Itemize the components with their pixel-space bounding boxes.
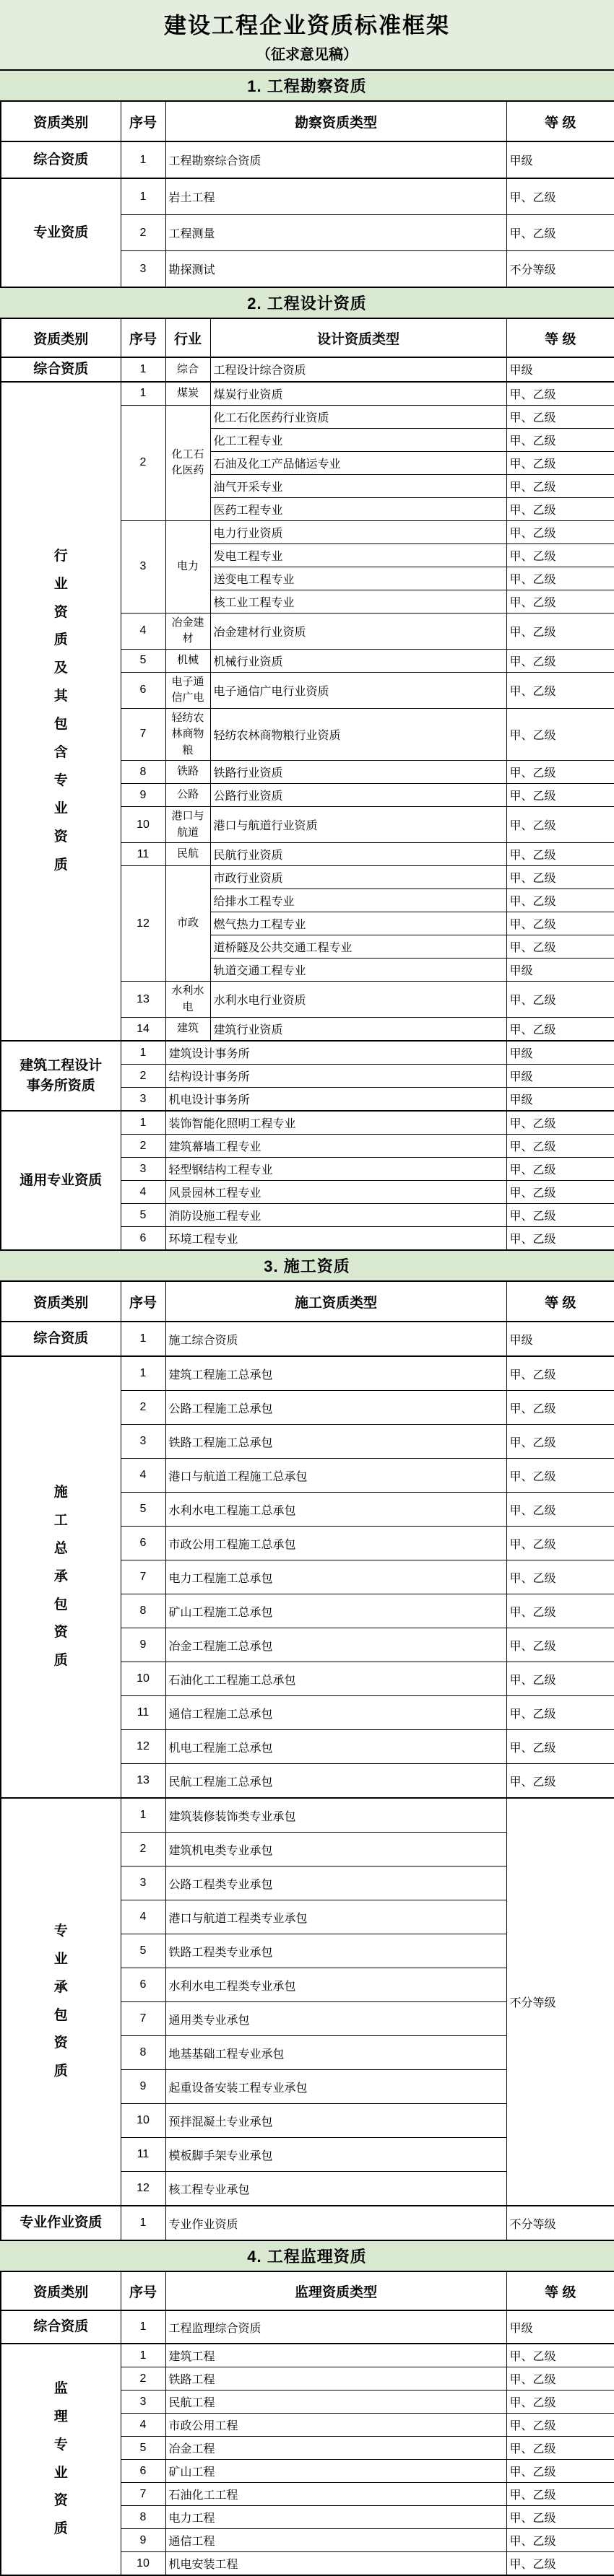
grade-value: 甲、乙级 (506, 1560, 614, 1594)
qualification-type: 化工工程专业 (210, 428, 506, 451)
row-number: 8 (121, 2036, 165, 2070)
qualification-type: 港口与航道工程施工总承包 (165, 1459, 506, 1493)
qualification-type: 电子通信广电行业资质 (210, 672, 506, 708)
category-label: 专业作业资质 (20, 2215, 103, 2231)
grade-value: 甲、乙级 (506, 1594, 614, 1628)
qualification-type: 港口与航道行业资质 (210, 807, 506, 843)
qualification-type: 建筑设计事务所 (165, 1041, 506, 1065)
grade-value: 甲、乙级 (506, 889, 614, 912)
row-number: 7 (121, 1560, 165, 1594)
qualification-type: 市政公用工程施工总承包 (165, 1527, 506, 1560)
grade-value: 甲、乙级 (506, 866, 614, 889)
qualification-type: 建筑机电类专业承包 (165, 1833, 506, 1866)
grade-value: 甲、乙级 (506, 843, 614, 866)
grade-value: 甲、乙级 (506, 382, 614, 406)
qualification-type: 燃气热力工程专业 (210, 912, 506, 935)
qualification-type: 铁路工程类专业承包 (165, 1934, 506, 1968)
qualification-type: 公路行业资质 (210, 784, 506, 807)
col-header-no: 序号 (121, 1281, 165, 1322)
table-row (1, 1041, 614, 1065)
row-number: 12 (121, 2172, 165, 2206)
table-row (1, 178, 614, 215)
industry-label: 综合 (165, 357, 210, 382)
qualification-type: 发电工程专业 (210, 543, 506, 567)
table-row (1, 1322, 614, 1356)
grade-value: 甲、乙级 (506, 1493, 614, 1527)
col-header-grade: 等 级 (506, 1281, 614, 1322)
qualification-type: 模板脚手架专业承包 (165, 2138, 506, 2172)
grade-value: 甲、乙级 (506, 672, 614, 708)
qualification-type: 冶金工程 (165, 2437, 506, 2460)
section-table-3 (0, 1280, 614, 2241)
row-number: 4 (121, 1459, 165, 1493)
grade-value: 甲级 (506, 2310, 614, 2344)
grade-value: 甲、乙级 (506, 567, 614, 590)
section-heading-4: 4. 工程监理资质 (0, 2241, 614, 2271)
row-number: 8 (121, 1594, 165, 1628)
qualification-type: 建筑工程 (165, 2344, 506, 2367)
row-number: 1 (121, 2310, 165, 2344)
title-block (0, 0, 614, 71)
row-number: 3 (121, 2391, 165, 2414)
row-number: 3 (121, 251, 165, 288)
qualification-type: 市政公用工程 (165, 2414, 506, 2437)
header-row (1, 101, 614, 141)
grade-value: 甲、乙级 (506, 590, 614, 613)
row-number: 2 (121, 1135, 165, 1158)
qualification-type: 电力工程施工总承包 (165, 1560, 506, 1594)
section-heading-1: 1. 工程勘察资质 (0, 71, 614, 100)
grade-value: 甲级 (506, 1322, 614, 1356)
row-number: 6 (121, 2460, 165, 2483)
col-header-no: 序号 (121, 2271, 165, 2310)
row-number: 13 (121, 1764, 165, 1799)
qualification-type: 岩土工程 (165, 178, 506, 215)
qualification-type: 风景园林工程专业 (165, 1181, 506, 1204)
industry-label: 化工石化医药 (165, 405, 210, 520)
grade-value: 甲、乙级 (506, 520, 614, 543)
table-row (1, 1111, 614, 1135)
qualification-type: 建筑行业资质 (210, 1018, 506, 1042)
section-heading-3: 3. 施工资质 (0, 1251, 614, 1280)
row-number: 9 (121, 1628, 165, 1662)
qualification-type: 机电工程施工总承包 (165, 1730, 506, 1764)
category-label: 专业承包资质 (53, 1923, 68, 2079)
row-number: 2 (121, 405, 165, 520)
row-number: 9 (121, 784, 165, 807)
industry-label: 轻纺农林商物粮 (165, 708, 210, 761)
qualification-type: 铁路工程施工总承包 (165, 1425, 506, 1459)
industry-label: 电子通信广电 (165, 672, 210, 708)
col-header-industry: 行业 (165, 318, 210, 357)
qualification-type: 石油及化工产品储运专业 (210, 451, 506, 474)
grade-value: 甲级 (506, 959, 614, 982)
category-cell (1, 1798, 121, 2206)
grade-value: 甲、乙级 (506, 2391, 614, 2414)
row-number: 10 (121, 1662, 165, 1696)
qualification-type: 通信工程施工总承包 (165, 1696, 506, 1730)
col-header-grade: 等 级 (506, 101, 614, 141)
qualification-type: 消防设施工程专业 (165, 1204, 506, 1227)
grade-value: 甲、乙级 (506, 1527, 614, 1560)
row-number: 1 (121, 2344, 165, 2367)
row-number: 10 (121, 2104, 165, 2138)
qualification-type: 预拌混凝土专业承包 (165, 2104, 506, 2138)
grade-value: 甲、乙级 (506, 2552, 614, 2576)
row-number: 1 (121, 1322, 165, 1356)
qualification-type: 民航工程 (165, 2391, 506, 2414)
industry-label: 冶金建材 (165, 613, 210, 649)
grade-value: 甲级 (506, 1065, 614, 1088)
qualification-type: 石油化工工程施工总承包 (165, 1662, 506, 1696)
row-number: 1 (121, 1356, 165, 1391)
category-cell (1, 2310, 121, 2344)
qualification-type: 市政行业资质 (210, 866, 506, 889)
row-number: 3 (121, 1425, 165, 1459)
table-row (1, 382, 614, 406)
row-number: 10 (121, 807, 165, 843)
grade-value: 甲级 (506, 357, 614, 382)
qualification-type: 核工程专业承包 (165, 2172, 506, 2206)
row-number: 9 (121, 2529, 165, 2552)
qualification-type: 公路工程施工总承包 (165, 1391, 506, 1425)
row-number: 11 (121, 1696, 165, 1730)
section-table-2 (0, 318, 614, 1251)
row-number: 6 (121, 1968, 165, 2002)
qualification-type: 医药工程专业 (210, 497, 506, 520)
category-label: 通用专业资质 (20, 1172, 103, 1188)
row-number: 2 (121, 1391, 165, 1425)
col-header-type: 监理资质类型 (165, 2271, 506, 2310)
table-row (1, 2206, 614, 2240)
col-header-no: 序号 (121, 318, 165, 357)
grade-value: 甲级 (506, 1041, 614, 1065)
row-number: 1 (121, 357, 165, 382)
qualification-type: 核工业工程专业 (210, 590, 506, 613)
qualification-type: 铁路工程 (165, 2367, 506, 2391)
grade-value: 甲、乙级 (506, 1111, 614, 1135)
qualification-type: 水利水电行业资质 (210, 982, 506, 1018)
qualification-type: 通用类专业承包 (165, 2002, 506, 2036)
grade-value: 甲、乙级 (506, 2437, 614, 2460)
qualification-type: 公路工程类专业承包 (165, 1866, 506, 1900)
row-number: 8 (121, 2506, 165, 2529)
grade-value: 甲、乙级 (506, 649, 614, 672)
grade-value: 甲、乙级 (506, 982, 614, 1018)
col-header-category: 资质类别 (1, 2271, 121, 2310)
grade-value: 甲、乙级 (506, 708, 614, 761)
row-number: 12 (121, 866, 165, 982)
col-header-type: 勘察资质类型 (165, 101, 506, 141)
qualification-type: 送变电工程专业 (210, 567, 506, 590)
grade-value: 甲、乙级 (506, 2414, 614, 2437)
qualification-type: 专业作业资质 (165, 2206, 506, 2240)
industry-label: 电力 (165, 520, 210, 613)
row-number: 5 (121, 1934, 165, 1968)
grade-value: 甲、乙级 (506, 2483, 614, 2506)
grade-value: 不分等级 (506, 1798, 614, 2206)
header-row (1, 318, 614, 357)
row-number: 9 (121, 2070, 165, 2104)
grade-value: 甲、乙级 (506, 935, 614, 959)
qualification-type: 水利水电工程施工总承包 (165, 1493, 506, 1527)
row-number: 7 (121, 708, 165, 761)
qualification-type: 通信工程 (165, 2529, 506, 2552)
category-label: 综合资质 (33, 362, 89, 377)
row-number: 5 (121, 2437, 165, 2460)
row-number: 3 (121, 1158, 165, 1181)
qualification-type: 电力工程 (165, 2506, 506, 2529)
table-row (1, 357, 614, 382)
col-header-no: 序号 (121, 101, 165, 141)
category-cell (1, 1322, 121, 1356)
row-number: 6 (121, 1527, 165, 1560)
qualification-type: 地基基础工程专业承包 (165, 2036, 506, 2070)
row-number: 5 (121, 649, 165, 672)
qualification-type: 油气开采专业 (210, 474, 506, 497)
grade-value: 甲、乙级 (506, 2460, 614, 2483)
grade-value: 甲、乙级 (506, 215, 614, 251)
page-subtitle: （征求意见稿） (256, 47, 358, 63)
qualification-type: 工程设计综合资质 (210, 357, 506, 382)
qualification-type: 民航行业资质 (210, 843, 506, 866)
category-label: 专业资质 (33, 224, 89, 240)
row-number: 7 (121, 2483, 165, 2506)
section-heading-2: 2. 工程设计资质 (0, 288, 614, 318)
row-number: 7 (121, 2002, 165, 2036)
grade-value: 甲、乙级 (506, 761, 614, 784)
industry-label: 水利水电 (165, 982, 210, 1018)
category-cell (1, 1111, 121, 1250)
qualification-type: 施工综合资质 (165, 1322, 506, 1356)
row-number: 2 (121, 1833, 165, 1866)
row-number: 4 (121, 1900, 165, 1934)
grade-value: 甲、乙级 (506, 1204, 614, 1227)
row-number: 2 (121, 2367, 165, 2391)
qualification-type: 道桥隧及公共交通工程专业 (210, 935, 506, 959)
qualification-type: 工程监理综合资质 (165, 2310, 506, 2344)
qualification-type: 建筑工程施工总承包 (165, 1356, 506, 1391)
row-number: 1 (121, 1111, 165, 1135)
qualification-type: 给排水工程专业 (210, 889, 506, 912)
qualification-table-root (0, 71, 614, 2576)
qualification-type: 起重设备安装工程专业承包 (165, 2070, 506, 2104)
grade-value: 甲、乙级 (506, 784, 614, 807)
qualification-type: 轻纺农林商物粮行业资质 (210, 708, 506, 761)
qualification-type: 环境工程专业 (165, 1227, 506, 1251)
row-number: 5 (121, 1493, 165, 1527)
row-number: 11 (121, 2138, 165, 2172)
grade-value: 甲、乙级 (506, 613, 614, 649)
row-number: 6 (121, 1227, 165, 1251)
category-label: 施工总承包资质 (53, 1484, 68, 1669)
row-number: 12 (121, 1730, 165, 1764)
qualification-type: 矿山工程 (165, 2460, 506, 2483)
grade-value: 甲、乙级 (506, 912, 614, 935)
grade-value: 甲、乙级 (506, 2506, 614, 2529)
grade-value: 甲、乙级 (506, 497, 614, 520)
qualification-type: 建筑幕墙工程专业 (165, 1135, 506, 1158)
grade-value: 甲、乙级 (506, 1227, 614, 1251)
grade-value: 甲、乙级 (506, 1628, 614, 1662)
page-title: 建设工程企业资质标准框架 (164, 13, 450, 38)
header-row (1, 2271, 614, 2310)
grade-value: 不分等级 (506, 2206, 614, 2240)
qualification-type: 轻型钢结构工程专业 (165, 1158, 506, 1181)
row-number: 13 (121, 982, 165, 1018)
col-header-grade: 等 级 (506, 318, 614, 357)
qualification-type: 机电设计事务所 (165, 1088, 506, 1112)
qualification-type: 石油化工工程 (165, 2483, 506, 2506)
qualification-type: 建筑装修装饰类专业承包 (165, 1798, 506, 1833)
qualification-type: 机电安装工程 (165, 2552, 506, 2576)
row-number: 1 (121, 1041, 165, 1065)
grade-value: 甲、乙级 (506, 405, 614, 428)
qualification-type: 水利水电工程类专业承包 (165, 1968, 506, 2002)
qualification-type: 矿山工程施工总承包 (165, 1594, 506, 1628)
category-label: 综合资质 (33, 152, 89, 167)
category-label: 行业资质及其包含专业资质 (53, 548, 68, 873)
category-label: 建筑工程设计事务所资质 (20, 1058, 103, 1093)
row-number: 3 (121, 1088, 165, 1112)
grade-value: 甲、乙级 (506, 1158, 614, 1181)
grade-value: 甲、乙级 (506, 1181, 614, 1204)
category-cell (1, 2344, 121, 2575)
grade-value: 甲、乙级 (506, 2529, 614, 2552)
qualification-type: 装饰智能化照明工程专业 (165, 1111, 506, 1135)
col-header-category: 资质类别 (1, 318, 121, 357)
category-cell (1, 178, 121, 287)
row-number: 4 (121, 2414, 165, 2437)
row-number: 14 (121, 1018, 165, 1042)
grade-value: 甲、乙级 (506, 1730, 614, 1764)
row-number: 2 (121, 215, 165, 251)
row-number: 4 (121, 1181, 165, 1204)
row-number: 1 (121, 382, 165, 406)
industry-label: 市政 (165, 866, 210, 982)
qualification-type: 工程勘察综合资质 (165, 141, 506, 178)
qualification-type: 冶金建材行业资质 (210, 613, 506, 649)
qualification-type: 民航工程施工总承包 (165, 1764, 506, 1799)
row-number: 3 (121, 1866, 165, 1900)
grade-value: 甲、乙级 (506, 2367, 614, 2391)
table-row (1, 1356, 614, 1391)
section-table-4 (0, 2271, 614, 2576)
row-number: 3 (121, 520, 165, 613)
col-header-grade: 等 级 (506, 2271, 614, 2310)
industry-label: 港口与航道 (165, 807, 210, 843)
category-label: 综合资质 (33, 2319, 89, 2335)
qualification-type: 电力行业资质 (210, 520, 506, 543)
qualification-type: 结构设计事务所 (165, 1065, 506, 1088)
section-table-1 (0, 100, 614, 288)
category-cell (1, 2206, 121, 2240)
category-label: 监理专业资质 (53, 2380, 68, 2537)
industry-label: 煤炭 (165, 382, 210, 406)
grade-value: 甲、乙级 (506, 1696, 614, 1730)
row-number: 4 (121, 613, 165, 649)
qualification-type: 工程测量 (165, 215, 506, 251)
category-cell (1, 1041, 121, 1111)
grade-value: 甲、乙级 (506, 1135, 614, 1158)
row-number: 1 (121, 178, 165, 215)
category-cell (1, 1356, 121, 1798)
row-number: 1 (121, 2206, 165, 2240)
row-number: 1 (121, 141, 165, 178)
industry-label: 公路 (165, 784, 210, 807)
qualification-type: 机械行业资质 (210, 649, 506, 672)
grade-value: 甲、乙级 (506, 1391, 614, 1425)
grade-value: 甲、乙级 (506, 543, 614, 567)
grade-value: 甲、乙级 (506, 474, 614, 497)
grade-value: 甲、乙级 (506, 451, 614, 474)
grade-value: 甲、乙级 (506, 807, 614, 843)
grade-value: 甲、乙级 (506, 1662, 614, 1696)
qualification-type: 勘探测试 (165, 251, 506, 288)
table-row (1, 141, 614, 178)
col-header-type: 施工资质类型 (165, 1281, 506, 1322)
row-number: 1 (121, 1798, 165, 1833)
qualification-type: 铁路行业资质 (210, 761, 506, 784)
grade-value: 甲、乙级 (506, 1356, 614, 1391)
category-cell (1, 357, 121, 382)
industry-label: 机械 (165, 649, 210, 672)
row-number: 2 (121, 1065, 165, 1088)
qualification-type: 煤炭行业资质 (210, 382, 506, 406)
qualification-type: 化工石化医药行业资质 (210, 405, 506, 428)
industry-label: 建筑 (165, 1018, 210, 1042)
table-row (1, 1798, 614, 1833)
row-number: 5 (121, 1204, 165, 1227)
grade-value: 甲、乙级 (506, 1764, 614, 1799)
category-label: 综合资质 (33, 1331, 89, 1347)
qualification-type: 轨道交通工程专业 (210, 959, 506, 982)
category-cell (1, 382, 121, 1042)
grade-value: 甲、乙级 (506, 1459, 614, 1493)
col-header-type: 设计资质类型 (210, 318, 506, 357)
grade-value: 甲、乙级 (506, 1425, 614, 1459)
qualification-type: 冶金工程施工总承包 (165, 1628, 506, 1662)
grade-value: 甲、乙级 (506, 2344, 614, 2367)
grade-value: 甲、乙级 (506, 1018, 614, 1042)
col-header-category: 资质类别 (1, 101, 121, 141)
grade-value: 甲、乙级 (506, 428, 614, 451)
grade-value: 甲、乙级 (506, 178, 614, 215)
qualification-type: 港口与航道工程类专业承包 (165, 1900, 506, 1934)
table-row (1, 2310, 614, 2344)
row-number: 11 (121, 843, 165, 866)
row-number: 6 (121, 672, 165, 708)
row-number: 8 (121, 761, 165, 784)
category-cell (1, 141, 121, 178)
grade-value: 甲级 (506, 1088, 614, 1112)
row-number: 10 (121, 2552, 165, 2576)
grade-value: 甲级 (506, 141, 614, 178)
industry-label: 铁路 (165, 761, 210, 784)
header-row (1, 1281, 614, 1322)
industry-label: 民航 (165, 843, 210, 866)
col-header-category: 资质类别 (1, 1281, 121, 1322)
grade-value: 不分等级 (506, 251, 614, 288)
